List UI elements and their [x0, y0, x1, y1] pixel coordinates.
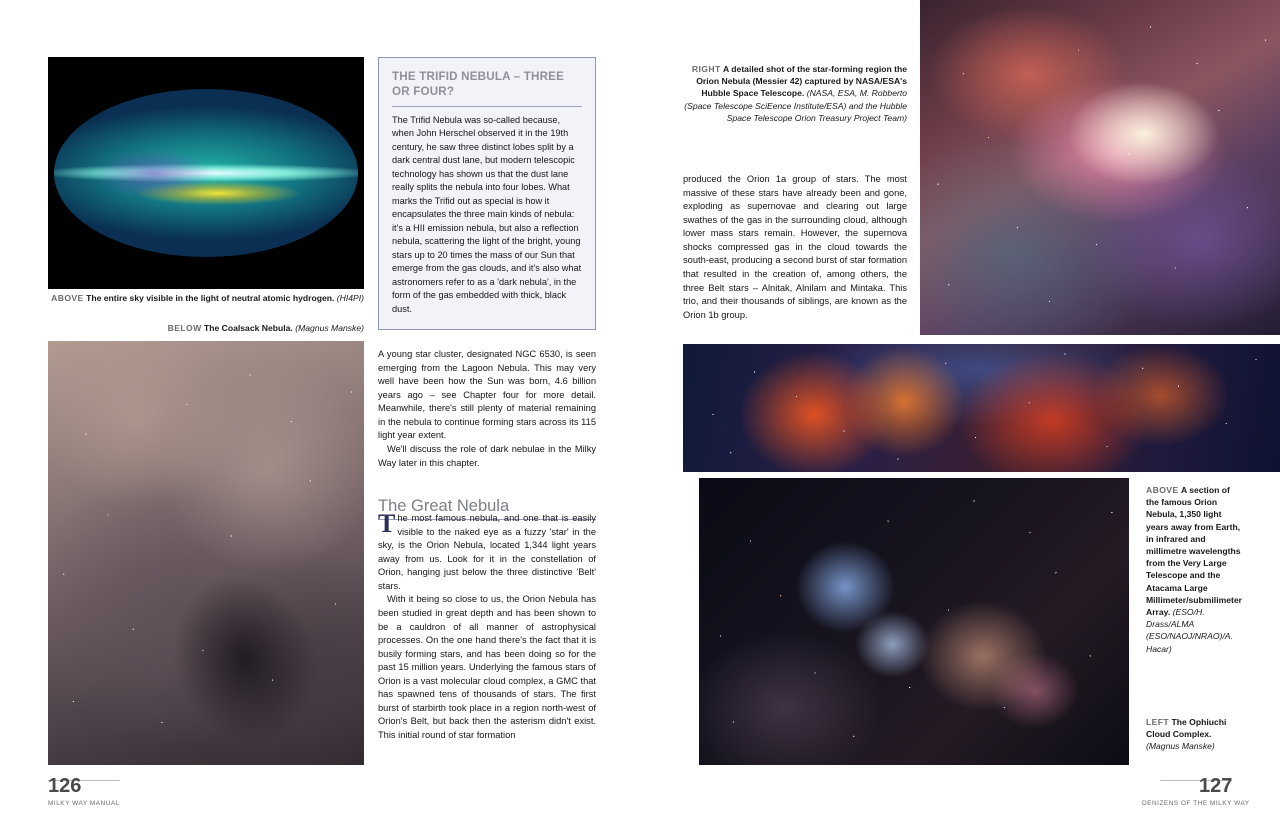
caption-orion-hubble	[683, 63, 907, 124]
running-foot-right: DENIZENS OF THE MILKY WAY	[1142, 800, 1250, 807]
caption-label: RIGHT	[691, 64, 721, 74]
all-sky-hydrogen-map-image	[48, 57, 364, 289]
all-sky-purple-region	[94, 149, 214, 199]
section-heading-great-nebula: The Great Nebula	[378, 497, 596, 520]
ophiuchi-cloud-complex-image	[699, 478, 1129, 765]
caption-label: LEFT	[1146, 717, 1170, 727]
caption-allsky	[48, 292, 364, 304]
caption-credit: (HI4PI)	[336, 293, 364, 303]
starfield-overlay	[683, 344, 1280, 472]
caption-text: The entire sky visible in the light of neutral atomic hydrogen.	[86, 293, 335, 303]
drop-cap: T	[378, 509, 396, 538]
caption-text: A section of the famous Orion Nebula, 1,350 light years away from Earth, in infrared and millimetre wavelengths from the Very Large Telescope and the Atacama Large Millimeter/submilimeter Array.	[1146, 485, 1242, 618]
sidebar-body-text: The Trifid Nebula was so-called because, when John Herschel observed it in the 19th century, he saw three distinct lobes split by a dark central dust lane, but modern telescopic technology has shown us that the dust lane really splits the nebula into four lobes. What marks the Trifid out as special is how it encapsulates the three main kinds of nebula: it's a HII emission nebula, but also a reflection nebula, scattering the light of the bright, young stars up to 20 times the mass of our Sun that emerge from the gas clouds, and it's also what astronomers refer to as a 'dark nebula', in the form of the gas embedded with thick, black dust.	[392, 114, 582, 314]
caption-label: ABOVE	[1146, 485, 1179, 495]
caption-credit: (Magnus Manske)	[295, 323, 364, 333]
body-paragraph: A young star cluster, designated NGC 6530, is seen emerging from the Lagoon Nebula. This may very well have been how the Sun was born, 4.6 billion years ago – see Chapter four for more detail. Meanwhile, there's still plenty of material remaining in the nebula to continue forming stars across its 115 light year extent.	[378, 349, 596, 441]
starfield-overlay	[920, 0, 1280, 335]
caption-orion-infrared	[1146, 484, 1242, 655]
page-number-right: 127	[1199, 775, 1233, 797]
body-paragraph-group-right	[683, 173, 907, 322]
body-paragraph: he most famous nebula, and one that is easily visible to the naked eye as a fuzzy 'star' in the sky, is the Orion Nebula, located 1,344 light years away from us. Look for it in the constellation of Orion, hanging just below the three distinctive 'Belt' stars.	[378, 513, 596, 591]
caption-coalsack	[48, 322, 364, 334]
caption-label: ABOVE	[51, 293, 84, 303]
orion-nebula-hubble-image	[920, 0, 1280, 335]
starfield-overlay	[48, 341, 364, 765]
caption-credit: (ESO/H. Drass/ALMA (ESO/NAOJ/NRAO)/A. Hacar)	[1146, 607, 1233, 654]
sidebar-panel-trifid-nebula	[378, 57, 596, 330]
coalsack-nebula-image	[48, 341, 364, 765]
body-paragraph-group-left-top	[378, 348, 596, 470]
caption-label: BELOW	[167, 323, 202, 333]
starfield-overlay	[699, 478, 1129, 765]
orion-filaments-image	[683, 344, 1280, 472]
caption-credit: (Magnus Manske)	[1146, 741, 1215, 752]
caption-text: The Ophiuchi Cloud Complex.	[1146, 717, 1227, 740]
all-sky-ellipse-projection	[54, 89, 358, 257]
body-paragraph: produced the Orion 1a group of stars. The most massive of these stars have already been and gone, exploding as supernovae and clearing out large swathes of the gas in the surrounding cloud, although lower mass stars remain. However, the supernova shocks compressed gas in the cloud towards the south-east, producing a second burst of star formation that resulted in the creation of, among others, the three Belt stars – Alnitak, Alnilam and Mintaka. This trio, and their thousands of siblings, are known as the Orion 1b group.	[683, 174, 907, 320]
body-paragraph-group-left-bottom	[378, 509, 596, 743]
sidebar-title: THE TRIFID NEBULA – THREE OR FOUR?	[392, 70, 582, 107]
running-foot-left: MILKY WAY MANUAL	[48, 800, 120, 807]
caption-text: A detailed shot of the star-forming region the Orion Nebula (Messier 42) captured by NASA/ESA's Hubble Space Telescope.	[696, 64, 907, 99]
body-paragraph: We'll discuss the role of dark nebulae in the Milky Way later in this chapter.	[378, 443, 596, 468]
page-number-left: 126	[48, 775, 82, 797]
caption-ophiuchi	[1146, 716, 1242, 753]
caption-credit: (NASA, ESA, M. Robberto (Space Telescope SciEence Institute/ESA) and the Hubble Space Telescope Orion Treasury Project Team)	[684, 88, 907, 123]
caption-text: The Coalsack Nebula.	[203, 323, 293, 333]
body-paragraph: With it being so close to us, the Orion Nebula has been studied in great depth and has been shown to be a cauldron of all manner of astrophysical processes. On the one hand there's the fact that it is busily forming stars, and has been doing so for the past 15 million years. Underlying the famous stars of Orion is a vast molecular cloud complex, a GMC that has spawned tens of thousands of stars. The first burst of starbirth took place in a region north-west of Orion's Belt, but back then the asterism didn't exist. This initial round of star formation	[378, 594, 596, 740]
